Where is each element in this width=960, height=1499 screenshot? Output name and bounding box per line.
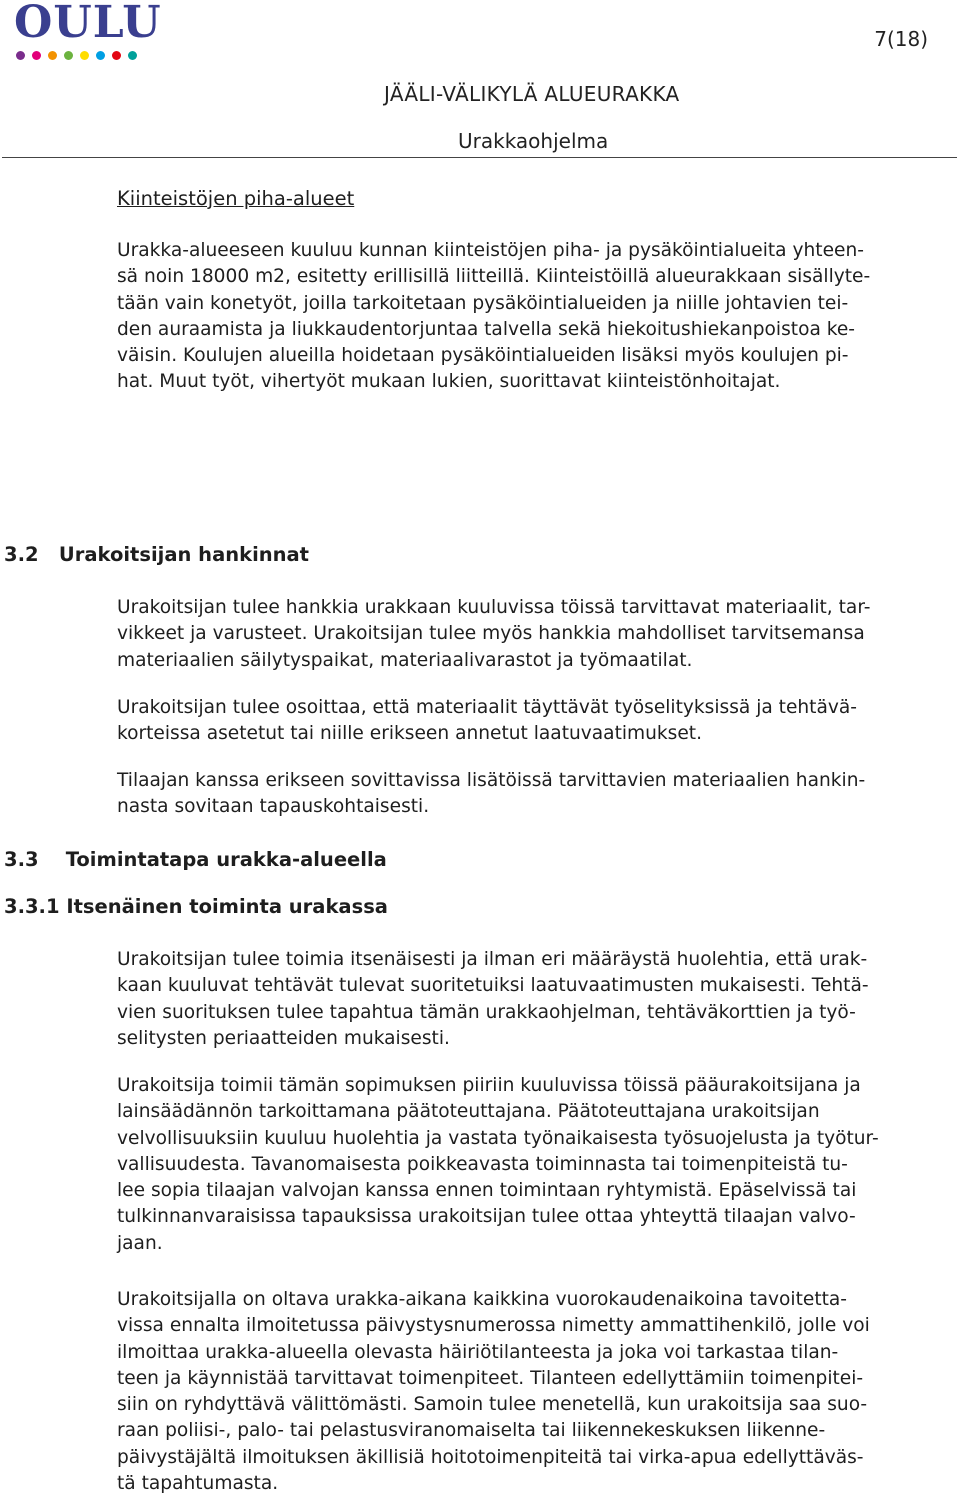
- logo-dot: [96, 51, 105, 60]
- text-line: lainsäädännön tarkoittamana päätoteuttajana. Päätoteuttajana urakoitsijan: [117, 1101, 820, 1123]
- text-line: vien suorituksen tulee tapahtua tämän urakkaohjelman, tehtäväkorttien ja työ-: [117, 1001, 856, 1023]
- logo-dot: [48, 51, 57, 60]
- logo-dot: [64, 51, 73, 60]
- text-line: sä noin 18000 m2, esitetty erillisillä liitteillä. Kiinteistöillä alueurakkaan sisällyte-: [117, 266, 871, 288]
- logo-dot: [128, 51, 137, 60]
- text-line: korteissa asetetut tai niille erikseen annetut laatuvaatimukset.: [117, 723, 703, 745]
- paragraph-3-2-b: [117, 695, 943, 748]
- heading-3-3-1: [4, 895, 388, 918]
- heading-title: Toimintatapa urakka-alueella: [65, 848, 387, 871]
- text-line: Urakoitsijan tulee osoittaa, että materiaalit täyttävät työselityksissä ja tehtävä-: [117, 697, 857, 718]
- text-line: tä tapahtumasta.: [117, 1473, 279, 1495]
- paragraph-3-3-1-c: [117, 1287, 943, 1497]
- text-line: vallisuudesta. Tavanomaisesta poikkeavasta toiminnasta tai toimenpiteistä tu-: [117, 1153, 848, 1175]
- header-divider: [2, 157, 957, 158]
- logo-text: OULU: [14, 0, 162, 48]
- text-line: Urakoitsijalla on oltava urakka-aikana kaikkina vuorokaudenaikoina tavoitetta-: [117, 1289, 848, 1310]
- text-line: vikkeet ja varusteet. Urakoitsijan tulee myös hankkia mahdolliset tarvitsemansa: [117, 623, 865, 645]
- text-line: kaan kuuluvat tehtävät tulevat suoritetuiksi laatuvaatimusten mukaisesti. Tehtä-: [117, 975, 869, 997]
- text-line: vissa ennalta ilmoitetussa päivystysnumerossa nimetty ammattihenkilö, jolle voi: [117, 1315, 870, 1337]
- oulu-logo: [14, 0, 162, 60]
- text-line: väisin. Koulujen alueilla hoidetaan pysäköintialueiden lisäksi myös koulujen pi-: [117, 345, 849, 367]
- text-line: selitysten periaatteiden mukaisesti.: [117, 1027, 450, 1049]
- paragraph-3-3-1-b: [117, 1073, 943, 1257]
- heading-title: Urakoitsijan hankinnat: [58, 543, 310, 566]
- paragraph-3-2-c: [117, 768, 943, 821]
- text-line: materiaalien säilytyspaikat, materiaalivarastot ja työmaatilat.: [117, 649, 693, 671]
- document-title: JÄÄLI-VÄLIKYLÄ ALUEURAKKA: [384, 82, 680, 106]
- text-line: ilmoittaa urakka-alueella olevasta häiriötilanteesta ja joka voi tarkastaa tilan-: [117, 1341, 839, 1363]
- text-line: teen ja käynnistää tarvittavat toimenpiteet. Tilanteen edellyttämiin toimenpitei-: [117, 1367, 864, 1389]
- text-line: Tilaajan kanssa erikseen sovittavissa lisätöissä tarvittavien materiaalien hankin-: [117, 770, 866, 791]
- heading-number: 3.3.1: [4, 895, 60, 918]
- heading-title: Itsenäinen toiminta urakassa: [66, 895, 388, 918]
- page-number: 7(18): [874, 27, 928, 51]
- text-line: päivystäjältä ilmoituksen äkillisiä hoitotoimenpiteitä tai virka-apua edellyttäväs-: [117, 1446, 864, 1468]
- text-line: velvollisuuksiin kuuluu huolehtia ja vastata työnaikaisesta työsuojelusta ja työtur-: [117, 1127, 879, 1149]
- text-line: tulkinnanvaraisissa tapauksissa urakoitsijan tulee ottaa yhteyttä tilaajan valvo-: [117, 1206, 856, 1228]
- text-line: den auraamista ja liukkaudentorjuntaa talvella sekä hiekoitushiekanpoistoa ke-: [117, 318, 856, 340]
- heading-3-2: [4, 543, 309, 566]
- text-line: Urakka-alueeseen kuuluu kunnan kiinteistöjen piha- ja pysäköintialueita yhteen-: [117, 240, 864, 261]
- text-line: siin on ryhdyttävä välittömästi. Samoin tulee menetellä, kun urakoitsija saa suo-: [117, 1394, 868, 1416]
- document-subtitle: Urakkaohjelma: [458, 129, 609, 153]
- logo-dots: [16, 51, 162, 60]
- text-line: nasta sovitaan tapauskohtaisesti.: [117, 796, 430, 818]
- heading-3-3: [4, 848, 387, 871]
- text-line: Urakoitsijan tulee toimia itsenäisesti ja ilman eri määräystä huolehtia, että urak-: [117, 949, 868, 970]
- logo-dot: [112, 51, 121, 60]
- logo-dot: [80, 51, 89, 60]
- text-line: tään vain konetyöt, joilla tarkoitetaan pysäköintialueiden ja niille johtavien tei-: [117, 292, 849, 314]
- text-line: raan poliisi-, palo- tai pelastusviranomaiselta tai liikennekeskuksen liikenne-: [117, 1420, 826, 1442]
- paragraph-3-2-a: [117, 595, 943, 674]
- logo-dot: [32, 51, 41, 60]
- text-line: Urakoitsija toimii tämän sopimuksen piiriin kuuluvissa töissä pääurakoitsijana ja: [117, 1075, 861, 1096]
- heading-number: 3.2: [4, 543, 39, 566]
- section-title-kiinteistot: Kiinteistöjen piha-alueet: [117, 187, 355, 210]
- text-line: jaan.: [117, 1232, 163, 1254]
- text-line: hat. Muut työt, vihertyöt mukaan lukien, suorittavat kiinteistönhoitajat.: [117, 371, 781, 393]
- logo-dot: [16, 51, 25, 60]
- paragraph-3-3-1-a: [117, 947, 943, 1052]
- heading-number: 3.3: [4, 848, 39, 871]
- text-line: Urakoitsijan tulee hankkia urakkaan kuuluvissa töissä tarvittavat materiaalit, tar-: [117, 597, 871, 618]
- paragraph-kiinteistot: [117, 238, 943, 396]
- text-line: lee sopia tilaajan valvojan kanssa ennen toimintaan ryhtymistä. Epäselvissä tai: [117, 1180, 857, 1202]
